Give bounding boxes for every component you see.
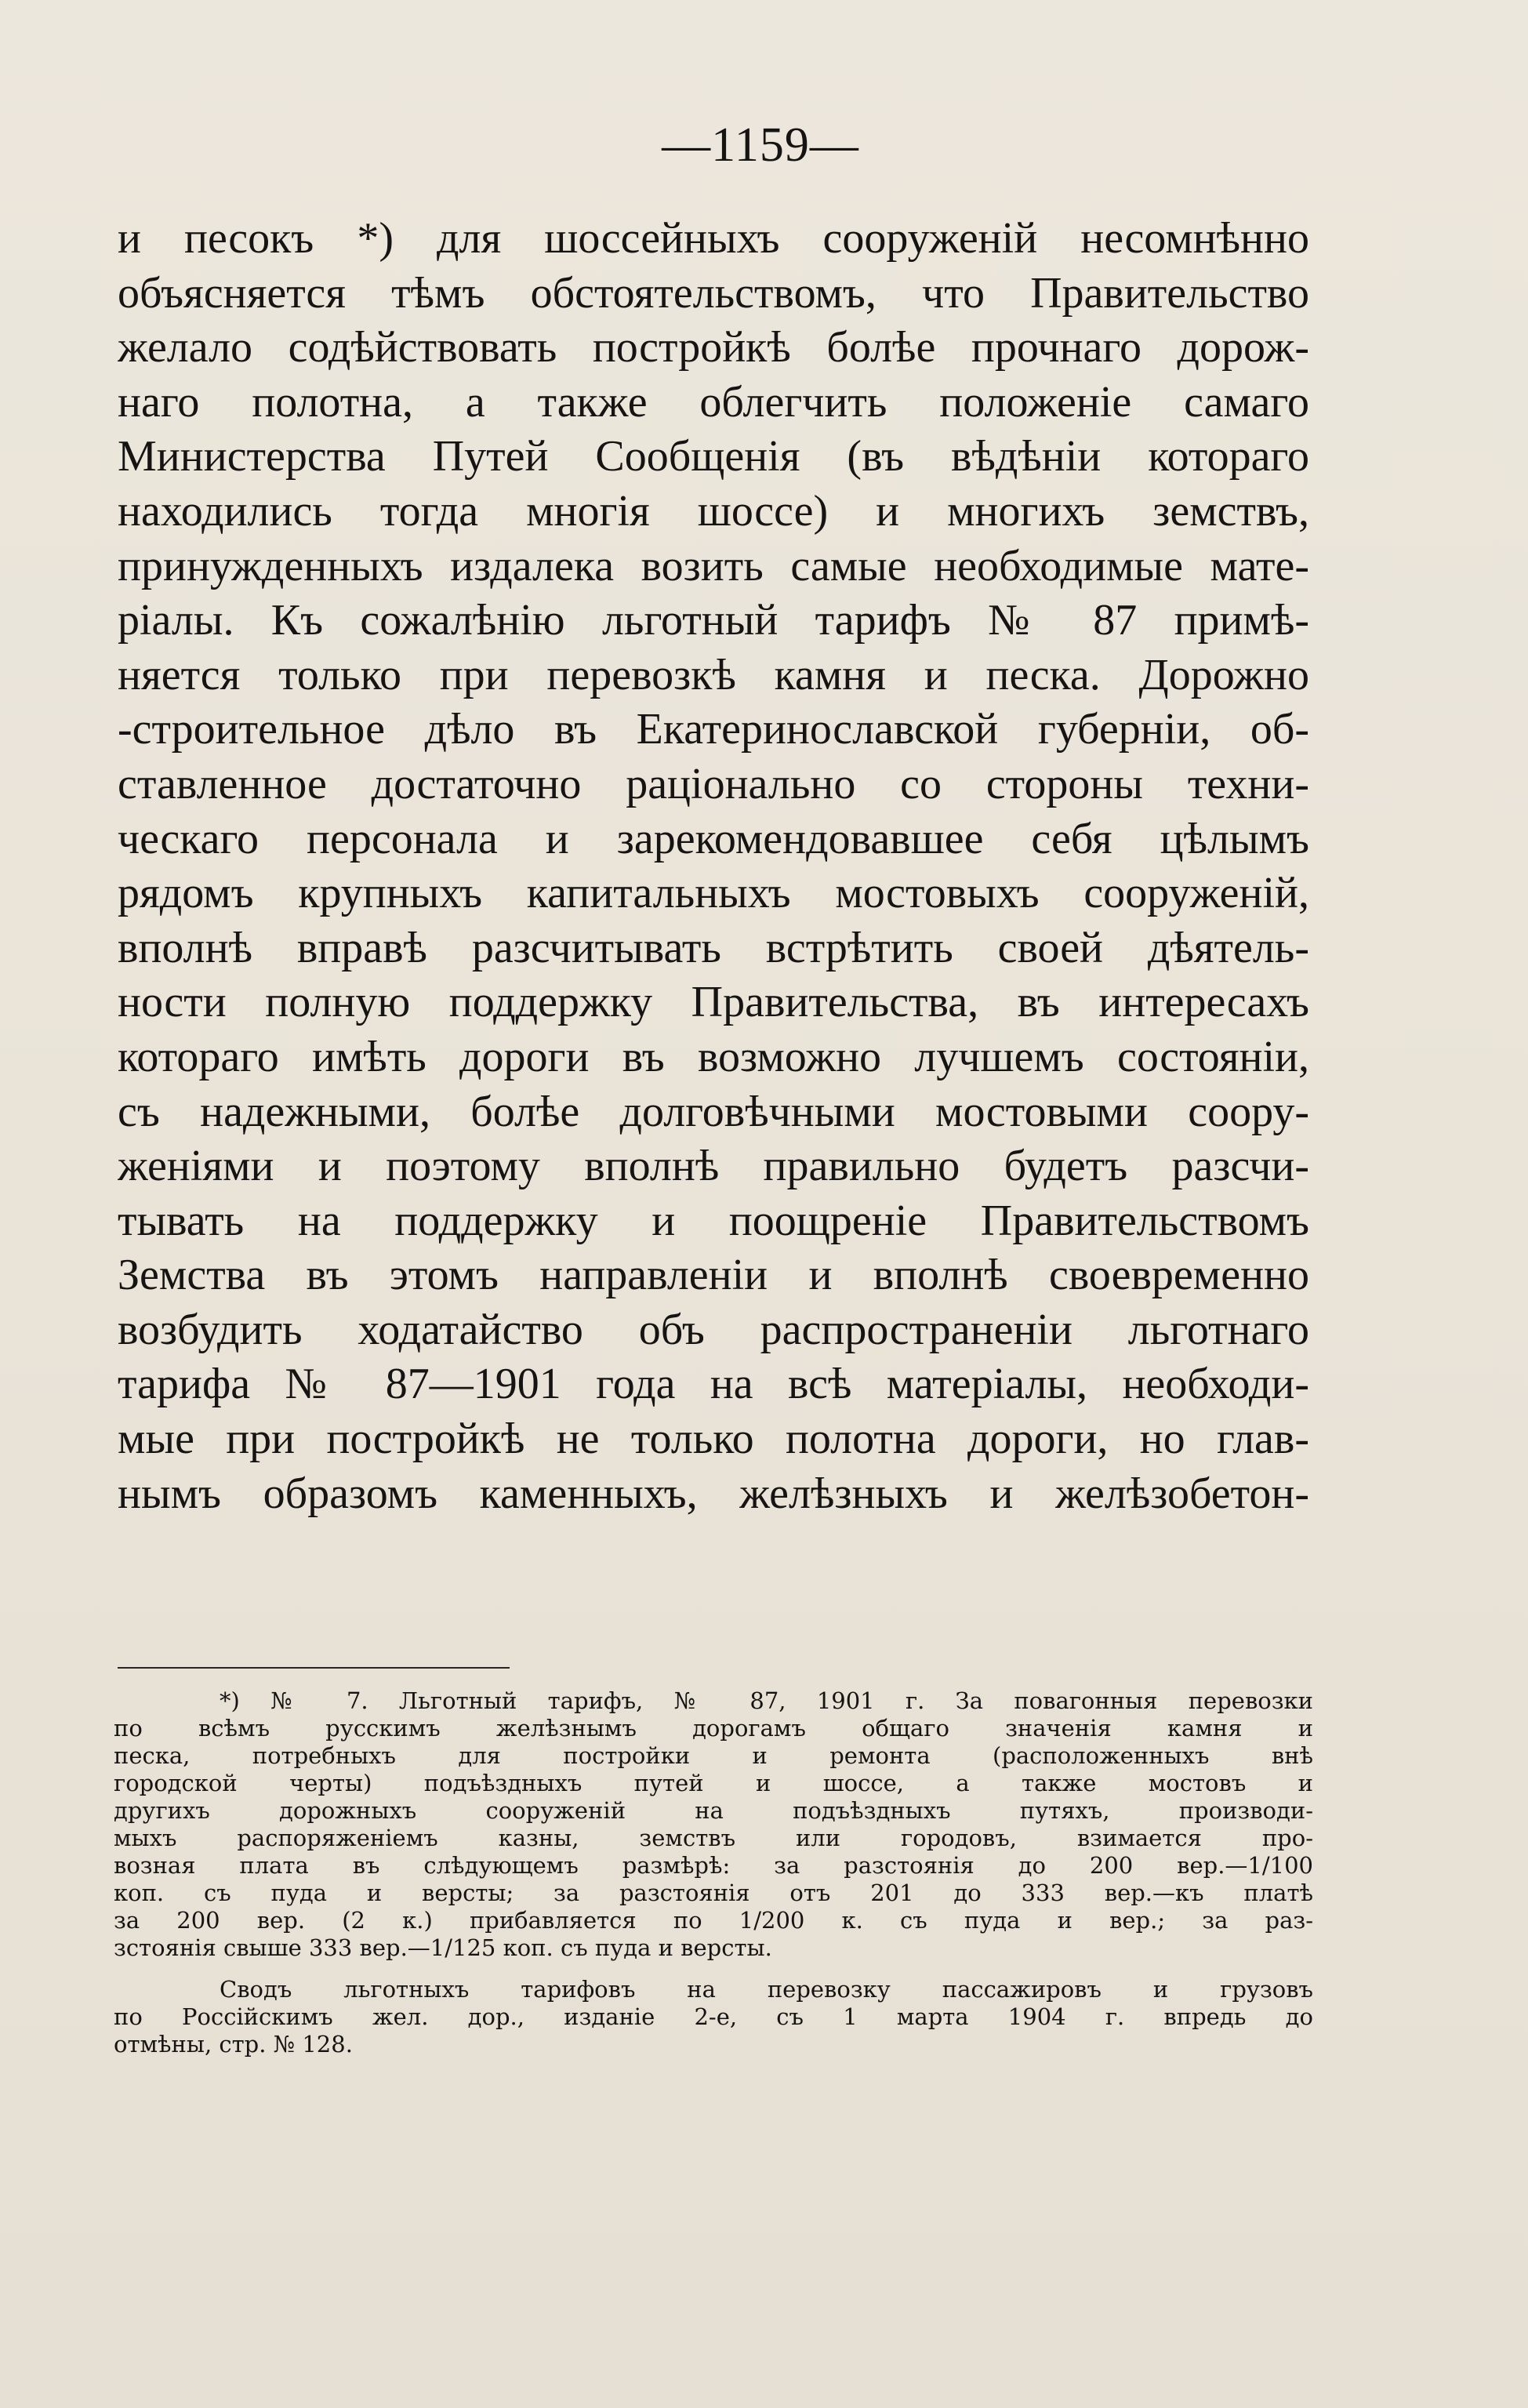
footnote-line: по Россійскимъ жел. дор., изданіе 2-е, съ 1 марта 1904 г. впредь до bbox=[114, 2003, 1313, 2030]
text-line: рядомъ крупныхъ капитальныхъ мостовыхъ сооруженій, bbox=[118, 869, 1309, 918]
footnote-line: Сводъ льготныхъ тарифовъ на перевозку пассажировъ и грузовъ bbox=[220, 1976, 1313, 2003]
footnote-line: городской черты) подъѣздныхъ путей и шоссе, а также мостовъ и bbox=[114, 1770, 1313, 1796]
text-line: желало содѣйствовать постройкѣ болѣе прочнаго дорож- bbox=[118, 323, 1309, 372]
footnote-line: коп. съ пуда и версты; за разстоянія отъ 201 до 333 вер.—къ платѣ bbox=[114, 1880, 1313, 1906]
text-line: мые при постройкѣ не только полотна дороги, но глав- bbox=[118, 1415, 1309, 1464]
text-line: принужденныхъ издалека возить самые необходимые мате- bbox=[118, 541, 1309, 590]
text-line: Министерства Путей Сообщенія (въ вѣдѣніи котораго bbox=[118, 432, 1309, 481]
text-line: съ надежными, болѣе долговѣчными мостовыми соору- bbox=[118, 1087, 1309, 1136]
text-line: ріалы. Къ сожалѣнію льготный тарифъ № 87 примѣ- bbox=[118, 596, 1309, 645]
text-line: находились тогда многія шоссе) и многихъ земствъ, bbox=[118, 486, 1309, 536]
text-line: объясняется тѣмъ обстоятельствомъ, что Правительство bbox=[118, 268, 1309, 318]
footnote-line: другихъ дорожныхъ сооруженій на подъѣздныхъ путяхъ, производи- bbox=[114, 1797, 1313, 1824]
text-line: вполнѣ вправѣ разсчитывать встрѣтить своей дѣятель- bbox=[118, 923, 1309, 972]
footnote-line: песка, потребныхъ для постройки и ремонта (расположенныхъ внѣ bbox=[114, 1742, 1313, 1769]
footnote-tariff bbox=[114, 1687, 1313, 1962]
footnote-line: зстоянія свыше 333 вер.—1/125 коп. съ пуда и версты. bbox=[114, 1934, 772, 1961]
footnotes-block bbox=[114, 1687, 1313, 2058]
text-line: тывать на поддержку и поощреніе Правительствомъ bbox=[118, 1196, 1309, 1245]
text-line: и песокъ *) для шоссейныхъ сооруженій несомнѣнно bbox=[118, 214, 1309, 263]
footnote-line: отмѣны, стр. № 128. bbox=[114, 2031, 353, 2058]
text-line: возбудить ходатайство объ распространеніи льготнаго bbox=[118, 1305, 1309, 1354]
main-text-block bbox=[118, 212, 1309, 1521]
text-line: ности полную поддержку Правительства, въ интересахъ bbox=[118, 978, 1309, 1027]
text-line: няется только при перевозкѣ камня и песка. Дорожно bbox=[118, 650, 1309, 699]
text-line: котораго имѣть дороги въ возможно лучшемъ состояніи, bbox=[118, 1032, 1309, 1081]
text-line: наго полотна, а также облегчить положеніе самаго bbox=[118, 377, 1309, 427]
text-line: Земства въ этомъ направленіи и вполнѣ своевременно bbox=[118, 1251, 1309, 1300]
text-line: -строительное дѣло въ Екатеринославской губерніи, об- bbox=[118, 705, 1309, 754]
footnote-source bbox=[114, 1976, 1313, 2058]
footnote-divider bbox=[118, 1667, 510, 1669]
footnote-line: возная плата въ слѣдующемъ размѣрѣ: за разстоянія до 200 вер.—1/100 bbox=[114, 1852, 1313, 1879]
footnote-line: за 200 вер. (2 к.) прибавляется по 1/200 к. съ пуда и вер.; за раз- bbox=[114, 1907, 1313, 1934]
text-line: ставленное достаточно раціонально со стороны техни- bbox=[118, 759, 1309, 808]
footnote-line: *) № 7. Льготный тарифъ, № 87, 1901 г. За повагонныя перевозки bbox=[220, 1687, 1313, 1714]
page-number: —1159— bbox=[662, 118, 859, 172]
footnote-line: по всѣмъ русскимъ желѣзнымъ дорогамъ общаго значенія камня и bbox=[114, 1715, 1313, 1742]
text-line: нымъ образомъ каменныхъ, желѣзныхъ и желѣзобетон- bbox=[118, 1469, 1309, 1518]
text-line: ческаго персонала и зарекомендовавшее себя цѣлымъ bbox=[118, 814, 1309, 863]
text-line: тарифа № 87—1901 года на всѣ матеріалы, необходи- bbox=[118, 1360, 1309, 1409]
text-line: женіями и поэтому вполнѣ правильно будетъ разсчи- bbox=[118, 1142, 1309, 1191]
footnote-line: мыхъ распоряженіемъ казны, земствъ или городовъ, взимается про- bbox=[114, 1825, 1313, 1851]
footnote-spacer bbox=[114, 1962, 1313, 1976]
